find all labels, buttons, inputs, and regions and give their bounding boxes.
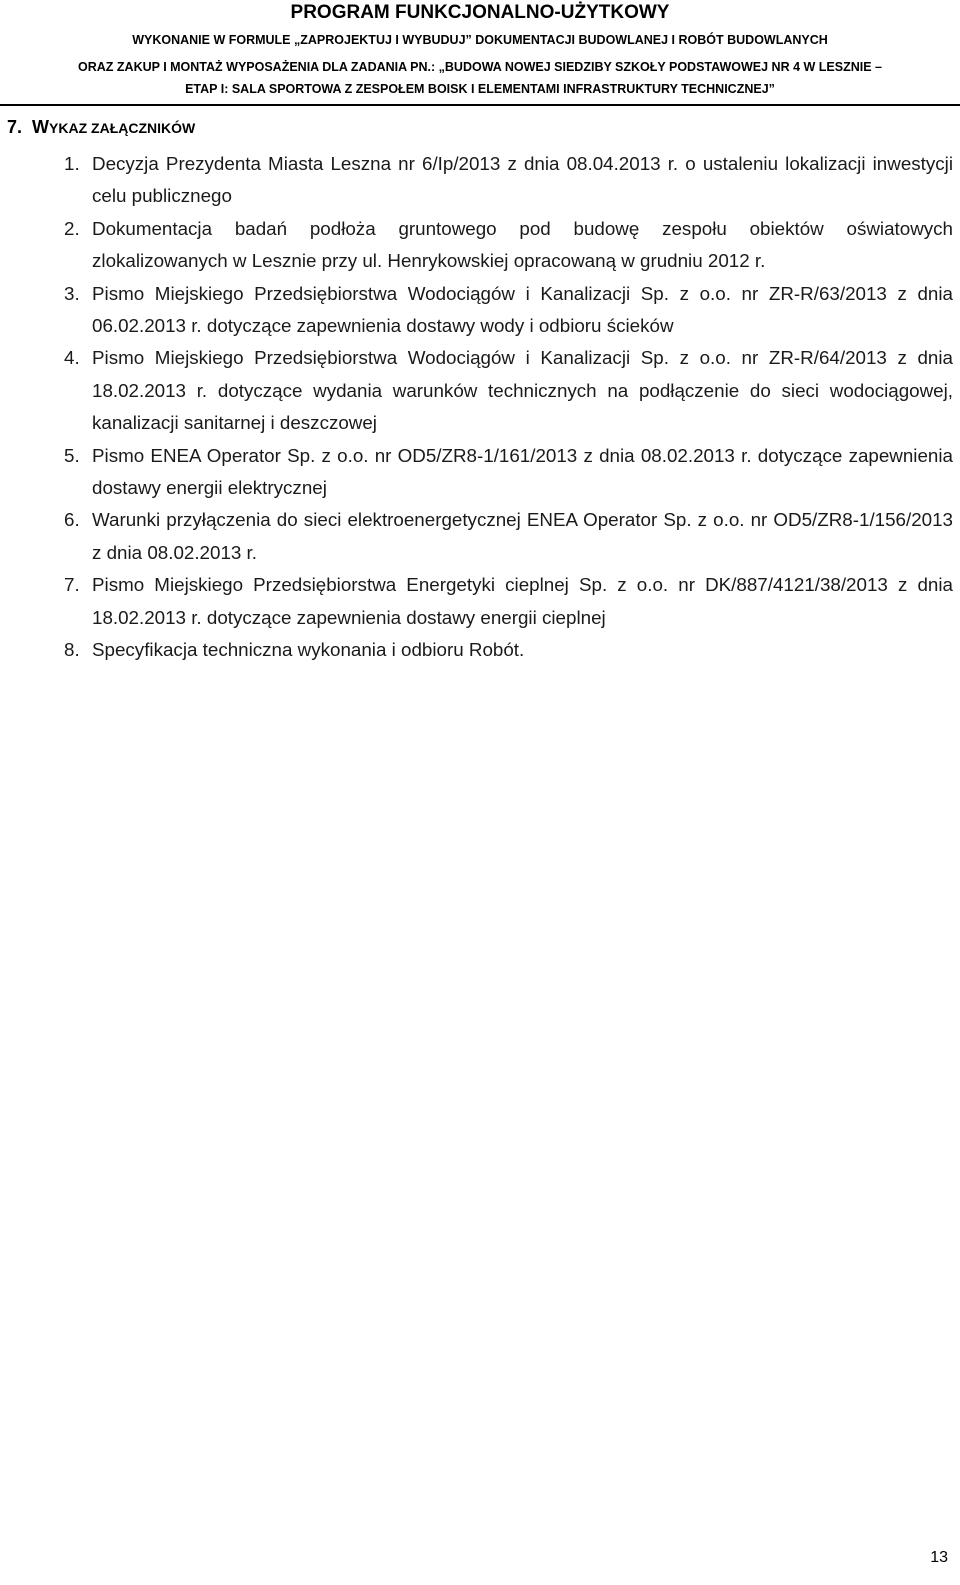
attachments-list xyxy=(64,148,953,667)
list-item xyxy=(64,504,953,569)
section-title-rest: YKAZ ZAŁĄCZNIKÓW xyxy=(49,120,196,136)
section-heading xyxy=(7,115,195,140)
list-item-number: 1. xyxy=(64,153,80,174)
document-header xyxy=(0,0,960,106)
list-item-text: Warunki przyłączenia do sieci elektroenergetycznej ENEA Operator Sp. z o.o. nr OD5/ZR8-1/156/2013 z dnia 08.02.2013 r. xyxy=(92,509,953,563)
header-divider xyxy=(0,104,960,106)
list-item xyxy=(64,634,953,666)
list-item-text: Dokumentacja badań podłoża gruntowego pod budowę zespołu obiektów oświatowych zlokalizowanych w Lesznie przy ul. Henrykowskiej opracowaną w grudniu 2012 r. xyxy=(92,217,953,272)
list-item-text: Decyzja Prezydenta Miasta Leszna nr 6/Ip/2013 z dnia 08.04.2013 r. o ustaleniu lokalizacji inwestycji celu publicznego xyxy=(92,153,953,207)
list-item-number: 4. xyxy=(64,347,80,369)
list-item xyxy=(64,148,953,213)
list-item-text: Pismo ENEA Operator Sp. z o.o. nr OD5/ZR8-1/161/2013 z dnia 08.02.2013 r. dotyczące zapewnienia dostawy energii elektrycznej xyxy=(92,444,953,499)
section-number: 7. xyxy=(7,117,23,137)
header-subtitle-line-3: ETAP I: SALA SPORTOWA Z ZESPOŁEM BOISK I ELEMENTAMI INFRASTRUKTURY TECHNICZNEJ” xyxy=(185,82,775,96)
list-item xyxy=(64,440,953,505)
section-title-initial: W xyxy=(32,117,50,137)
list-item-text: Pismo Miejskiego Przedsiębiorstwa Wodociągów i Kanalizacji Sp. z o.o. nr ZR-R/63/2013 z dnia 06.02.2013 r. dotyczące zapewnienia dostawy wody i odbioru ścieków xyxy=(92,282,953,337)
list-item xyxy=(64,342,953,439)
list-item-number: 5. xyxy=(64,444,80,466)
list-item-number: 6. xyxy=(64,509,80,531)
list-item-number: 7. xyxy=(64,574,80,596)
header-subtitle-line-2: ORAZ ZAKUP I MONTAŻ WYPOSAŻENIA DLA ZADANIA PN.: „BUDOWA NOWEJ SIEDZIBY SZKOŁY PODSTAWOWEJ NR 4 W LESZNIE – xyxy=(78,60,882,74)
list-item-number: 8. xyxy=(64,639,80,661)
list-item xyxy=(64,278,953,343)
page-number: 13 xyxy=(930,1549,948,1566)
list-item-text: Specyfikacja techniczna wykonania i odbioru Robót. xyxy=(92,639,525,661)
list-item xyxy=(64,213,953,278)
list-item-text: Pismo Miejskiego Przedsiębiorstwa Wodociągów i Kanalizacji Sp. z o.o. nr ZR-R/64/2013 z dnia 18.02.2013 r. dotyczące wydania warunków technicznych na podłączenie do sieci wodociągowej, kanalizacji sanitarnej i deszczowej xyxy=(92,347,953,434)
document-title: PROGRAM FUNKCJONALNO-UŻYTKOWY xyxy=(290,2,670,23)
list-item-text: Pismo Miejskiego Przedsiębiorstwa Energetyki cieplnej Sp. z o.o. nr DK/887/4121/38/2013 z dnia 18.02.2013 r. dotyczące zapewnienia dostawy energii cieplnej xyxy=(92,574,953,628)
list-item xyxy=(64,569,953,634)
list-item-number: 2. xyxy=(64,217,80,239)
header-subtitle-line-1: WYKONANIE W FORMULE „ZAPROJEKTUJ I WYBUDUJ” DOKUMENTACJI BUDOWLANEJ I ROBÓT BUDOWLANYCH xyxy=(132,33,828,47)
list-item-number: 3. xyxy=(64,282,80,304)
